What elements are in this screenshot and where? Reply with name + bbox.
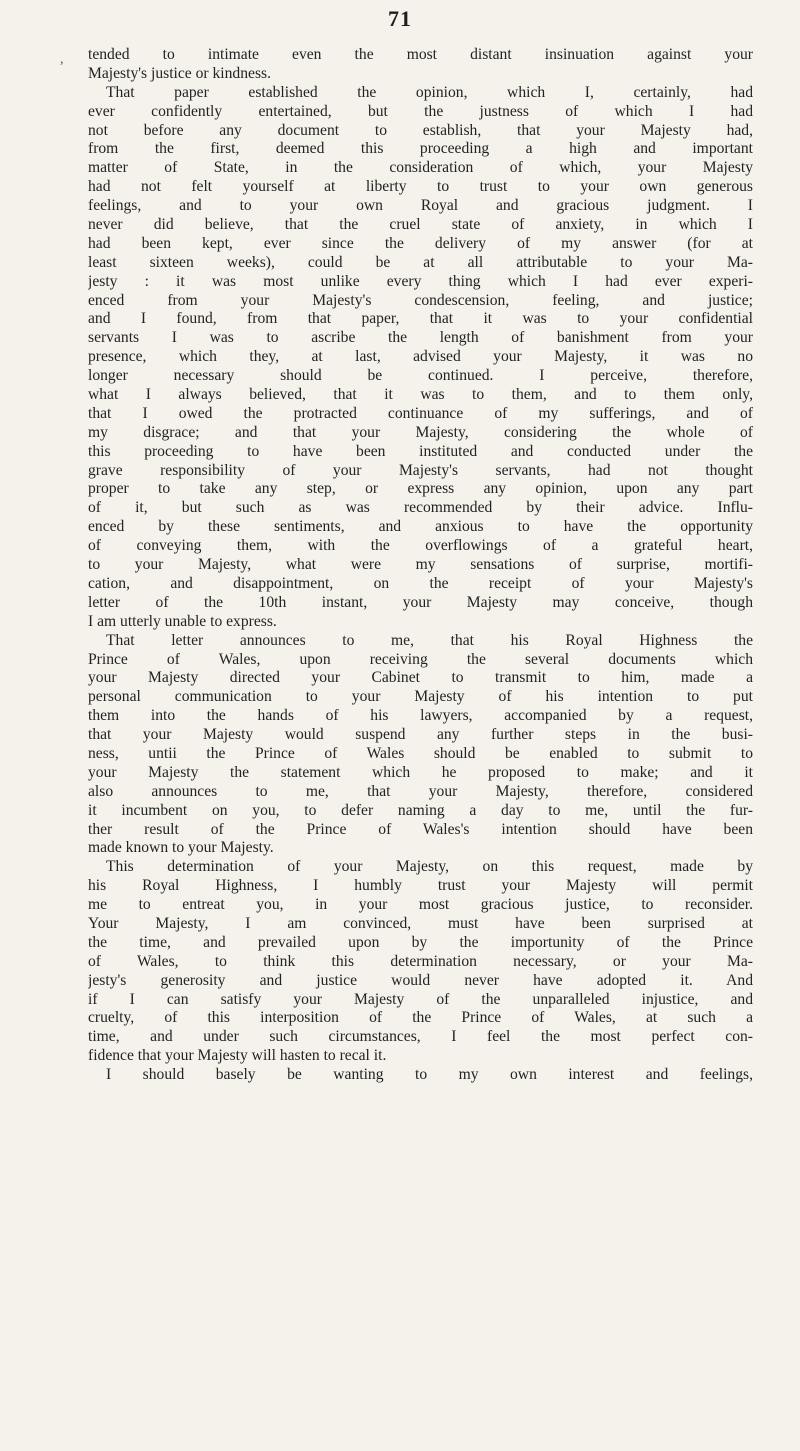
print-speck: ,	[60, 52, 64, 67]
text-line: enced by these sentiments, and anxious to have the opportunity	[88, 518, 753, 536]
text-line: proper to take any step, or express any opinion, upon any part	[88, 480, 753, 498]
text-line: jesty's generosity and justice would never have adopted it. And	[88, 971, 753, 989]
text-line: it incumbent on you, to defer naming a day to me, until the fur-	[88, 801, 753, 819]
text-line: that your Majesty would suspend any further steps in the busi-	[88, 726, 753, 744]
text-line: me to entreat you, in your most gracious justice, to reconsider.	[88, 896, 753, 914]
text-line: Your Majesty, I am convinced, must have been surprised at	[88, 914, 753, 932]
text-line: your Majesty directed your Cabinet to transmit to him, made a	[88, 669, 753, 687]
text-line: his Royal Highness, I humbly trust your Majesty will permit	[88, 877, 753, 895]
text-line: had not felt yourself at liberty to trust to your own generous	[88, 178, 753, 196]
text-line: That letter announces to me, that his Royal Highness the	[106, 631, 753, 649]
text-line: grave responsibility of your Majesty's servants, had not thought	[88, 461, 753, 479]
text-line: had been kept, ever since the delivery of my answer (for at	[88, 234, 753, 252]
text-line: them into the hands of his lawyers, accompanied by a request,	[88, 707, 753, 725]
text-line: that I owed the protracted continuance of my sufferings, and of	[88, 404, 753, 422]
text-line: fidence that your Majesty will hasten to recal it.	[88, 1047, 387, 1065]
text-line: of it, but such as was recommended by their advice. Influ-	[88, 499, 753, 517]
text-line: matter of State, in the consideration of which, your Majesty	[88, 159, 753, 177]
text-line: This determination of your Majesty, on this request, made by	[106, 858, 753, 876]
text-line: not before any document to establish, that your Majesty had,	[88, 121, 753, 139]
text-line: this proceeding to have been instituted and conducted under the	[88, 442, 753, 460]
text-line: cruelty, of this interposition of the Prince of Wales, at such a	[88, 1009, 753, 1027]
text-line: the time, and prevailed upon by the importunity of the Prince	[88, 933, 753, 951]
text-line: That paper established the opinion, which I, certainly, had	[106, 83, 753, 101]
text-line: my disgrace; and that your Majesty, considering the whole of	[88, 423, 753, 441]
page-number: 71	[388, 6, 412, 31]
text-line: if I can satisfy your Majesty of the unparalleled injustice, and	[88, 990, 753, 1008]
text-line: Prince of Wales, upon receiving the several documents which	[88, 650, 753, 668]
text-line: of Wales, to think this determination necessary, or your Ma-	[88, 952, 753, 970]
text-line: also announces to me, that your Majesty, therefore, considered	[88, 782, 753, 800]
text-line: from the first, deemed this proceeding a high and important	[88, 140, 753, 158]
text-line: ness, untii the Prince of Wales should be enabled to submit to	[88, 744, 753, 762]
text-line: your Majesty the statement which he proposed to make; and it	[88, 763, 753, 781]
text-line: I am utterly unable to express.	[88, 612, 277, 630]
text-line: presence, which they, at last, advised your Majesty, it was no	[88, 348, 753, 366]
text-line: never did believe, that the cruel state of anxiety, in which I	[88, 216, 753, 234]
text-line: and I found, from that paper, that it was to your confidential	[88, 310, 753, 328]
text-line: tended to intimate even the most distant insinuation against your	[88, 46, 753, 63]
text-line: to your Majesty, what were my sensations of surprise, mortifi-	[88, 556, 753, 574]
text-line: I should basely be wanting to my own interest and feelings,	[106, 1066, 753, 1084]
text-line: cation, and disappointment, on the receipt of your Majesty's	[88, 574, 753, 592]
text-line: made known to your Majesty.	[88, 839, 274, 857]
text-line: least sixteen weeks), could be at all attributable to your Ma-	[88, 253, 753, 271]
text-line: of conveying them, with the overflowings of a grateful heart,	[88, 537, 753, 555]
page-body-text	[88, 46, 753, 1085]
text-line: time, and under such circumstances, I feel the most perfect con-	[88, 1028, 753, 1046]
text-line: ever confidently entertained, but the justness of which I had	[88, 102, 753, 120]
text-line: ther result of the Prince of Wales's intention should have been	[88, 820, 753, 838]
text-line: longer necessary should be continued. I perceive, therefore,	[88, 367, 753, 385]
text-line: servants I was to ascribe the length of banishment from your	[88, 329, 753, 347]
text-line: feelings, and to your own Royal and gracious judgment. I	[88, 197, 753, 215]
text-line: personal communication to your Majesty of his intention to put	[88, 688, 753, 706]
text-line: letter of the 10th instant, your Majesty may conceive, though	[88, 593, 753, 611]
text-line: what I always believed, that it was to them, and to them only,	[88, 386, 753, 404]
text-line: enced from your Majesty's condescension, feeling, and justice;	[88, 291, 753, 309]
text-line: jesty : it was most unlike every thing which I had ever experi-	[88, 272, 753, 290]
text-line: Majesty's justice or kindness.	[88, 64, 271, 82]
